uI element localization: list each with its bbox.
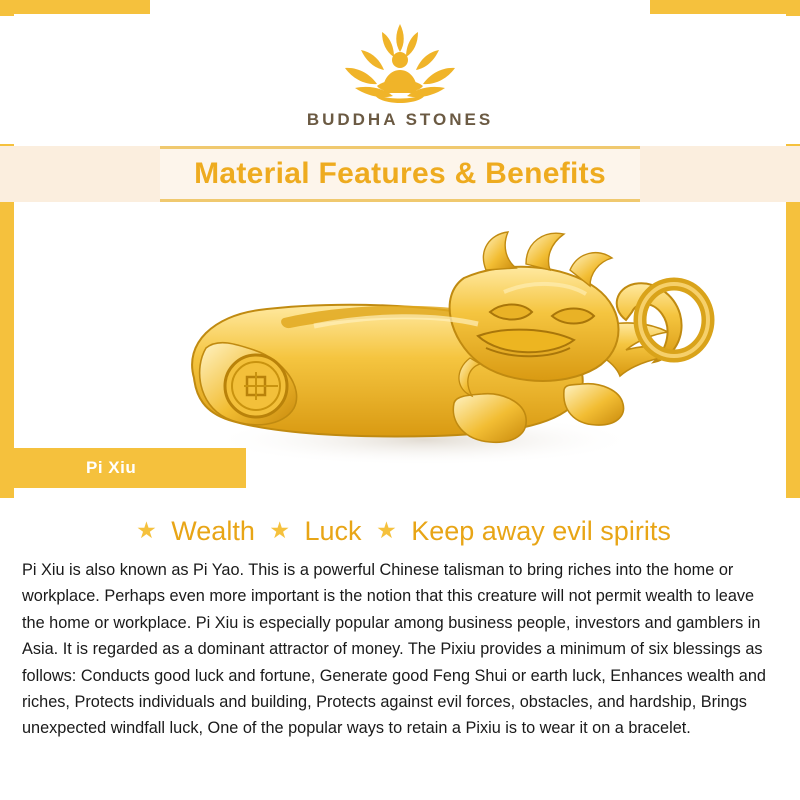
brand-header <box>0 16 800 144</box>
star-icon: ★ <box>376 517 397 543</box>
frame-top-gap <box>150 0 650 14</box>
benefit-item-3: Keep away evil spirits <box>411 516 671 546</box>
frame-right-border-lower <box>786 198 800 498</box>
product-caption: Pi Xiu <box>86 458 137 477</box>
gold-pixiu-illustration <box>134 208 734 488</box>
page-title: Material Features & Benefits <box>194 157 606 190</box>
product-caption-tab <box>14 448 246 488</box>
description-text: Pi Xiu is also known as Pi Yao. This is a powerful Chinese talisman to bring riches into the home or workplace. Perhaps even more important is the notion that this creature will not permit wealth to leave the home or workplace. Pi Xiu is especially popular among business people, investors and gamblers in Asia. It is regarded as a dominant attractor of money. The Pixiu provides a minimum of six blessings as follows: Conducts good luck and fortune, Generate good Feng Shui or earth luck, Enhances wealth and riches, Protects individuals and building, Protects against evil forces, obstacles, and hardship, Brings unexpected windfall luck, One of the popular ways to retain a Pixiu is to wear it on a bracelet. <box>22 561 766 738</box>
benefits-line <box>22 516 778 547</box>
brand-name: BUDDHA STONES <box>306 110 494 129</box>
benefit-item-1: Wealth <box>171 516 255 546</box>
frame-left-border-lower <box>0 198 14 498</box>
star-icon: ★ <box>136 517 157 543</box>
title-banner <box>160 146 640 202</box>
description-section <box>0 498 800 800</box>
star-icon: ★ <box>269 517 290 543</box>
benefit-item-2: Luck <box>304 516 362 546</box>
lotus-meditation-icon <box>325 16 475 108</box>
